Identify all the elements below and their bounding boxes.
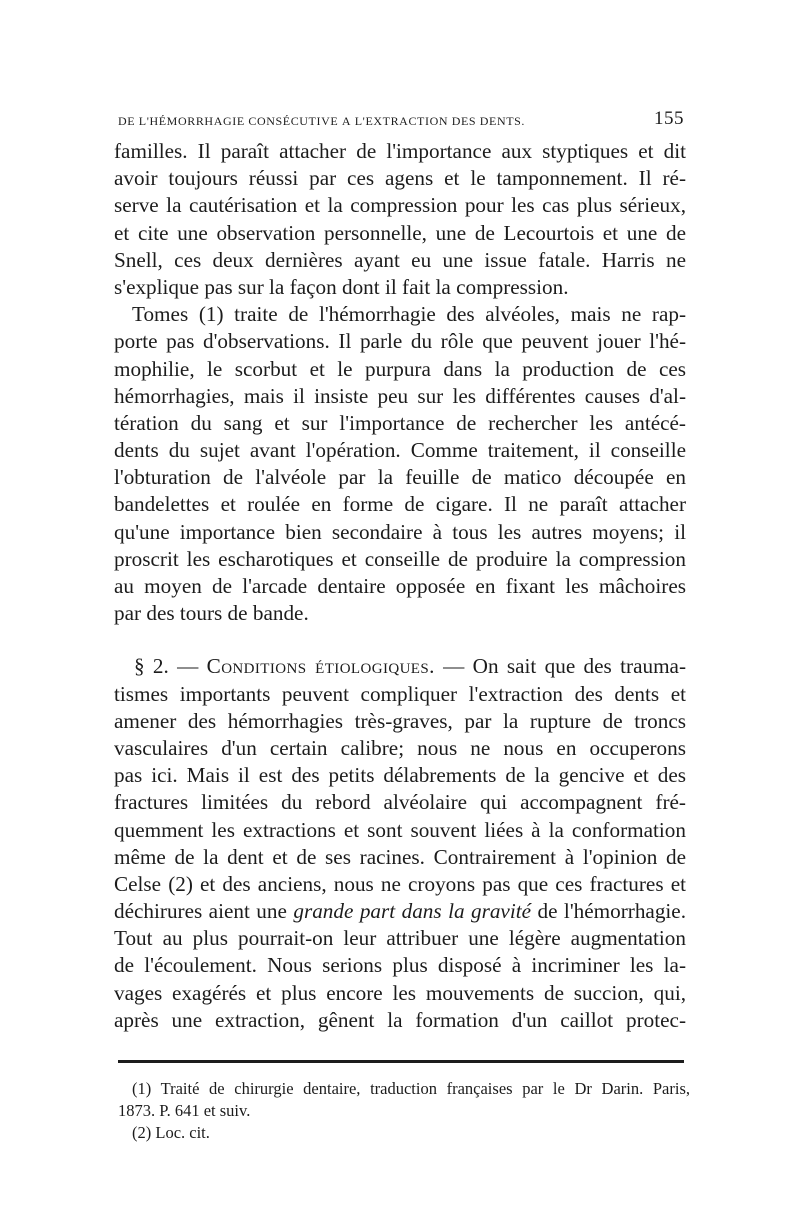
text-line: bandelettes et roulée en forme de cigare. Il ne paraît attacher [114, 492, 686, 517]
text-line: pas ici. Mais il est des petits délabrements de la gencive et des [114, 763, 686, 788]
text-line: Snell, ces deux dernières ayant eu une issue fatale. Harris ne [114, 247, 686, 272]
text-line: après une extraction, gênent la formation d'un caillot protec- [114, 1007, 686, 1032]
italic-line-after: de l'hémorrhagie. [537, 899, 686, 924]
text-line: quemment les extractions et sont souvent liées à la conformation [114, 817, 686, 842]
text-line: vasculaires d'un certain calibre; nous ne nous en occuperons [114, 735, 686, 760]
text-line: familles. Il paraît attacher de l'importance aux styptiques et dit [114, 139, 686, 163]
text-line: dents du sujet avant l'opération. Comme traitement, il conseille [114, 438, 686, 463]
text-line: proscrit les escharotiques et conseille de produire la compression [114, 546, 686, 571]
text-line: s'explique pas sur la façon dont il fait la compression. [114, 274, 569, 299]
text-line: serve la cautérisation et la compression pour les cas plus sérieux, [114, 193, 686, 218]
text-line: vages exagérés et plus encore les mouvements de succion, qui, [114, 980, 686, 1005]
footnote-line: (2) Loc. cit. [132, 1123, 210, 1142]
text-line: et cite une observation personnelle, une de Lecourtois et une de [114, 220, 686, 245]
text-line: qu'une importance bien secondaire à tous les autres moyens; il [114, 519, 686, 544]
text-line: au moyen de l'arcade dentaire opposée en fixant les mâchoires [114, 574, 686, 598]
italic-phrase: grande part dans la gravité [293, 899, 532, 924]
text-line: Celse (2) et des anciens, nous ne croyons pas que ces fractures et [114, 871, 686, 896]
section-heading: Conditions étiologiques. [206, 654, 435, 679]
text-line: avoir toujours réussi par ces agens et le tamponnement. Il ré- [114, 166, 686, 191]
body-text [114, 138, 686, 1034]
text-line: tismes importants peuvent compliquer l'extraction des dents et [114, 681, 686, 706]
text-line: même de la dent et de ses racines. Contrairement à l'opinion de [114, 844, 686, 869]
section-dash: — [443, 654, 465, 679]
text-line: fractures limitées du rebord alvéolaire qui accompagnent fré- [114, 790, 686, 815]
running-head-title: de l'hémorrhagie consécutive a l'extraction des dents. [118, 110, 526, 129]
running-head [118, 108, 684, 132]
text-line: par des tours de bande. [114, 601, 309, 626]
text-line: mophilie, le scorbut et le purpura dans la production de ces [114, 356, 686, 381]
italic-line-before: déchirures aient une [114, 899, 287, 924]
footnote-rule [118, 1060, 684, 1063]
footnote-line: 1873. P. 641 et suiv. [118, 1101, 251, 1120]
text-line: amener des hémorrhagies très-graves, par la rupture de troncs [114, 708, 686, 733]
text-line-with-italic [114, 898, 686, 925]
page-number: 155 [654, 108, 684, 129]
text-line: Tout au plus pourrait-on leur attribuer une légère augmentation [114, 926, 686, 951]
text-line: tération du sang et sur l'importance de rechercher les antécé- [114, 410, 686, 435]
section-heading-line [114, 653, 686, 680]
section-number: § 2. — [134, 654, 199, 679]
text-line: Tomes (1) traite de l'hémorrhagie des alvéoles, mais ne rap- [132, 302, 686, 327]
text-line: de l'écoulement. Nous serions plus disposé à incriminer les la- [114, 953, 686, 978]
footnotes [118, 1078, 690, 1144]
text-line: l'obturation de l'alvéole par la feuille de matico découpée en [114, 465, 686, 490]
text-line: porte pas d'observations. Il parle du rôle que peuvent jouer l'hé- [114, 329, 686, 354]
section-first-line: On sait que des trauma- [472, 654, 686, 679]
footnote-line: (1) Traité de chirurgie dentaire, traduction françaises par le Dr Darin. Paris, [132, 1079, 690, 1098]
text-line: hémorrhagies, mais il insiste peu sur les différentes causes d'al- [114, 383, 686, 408]
